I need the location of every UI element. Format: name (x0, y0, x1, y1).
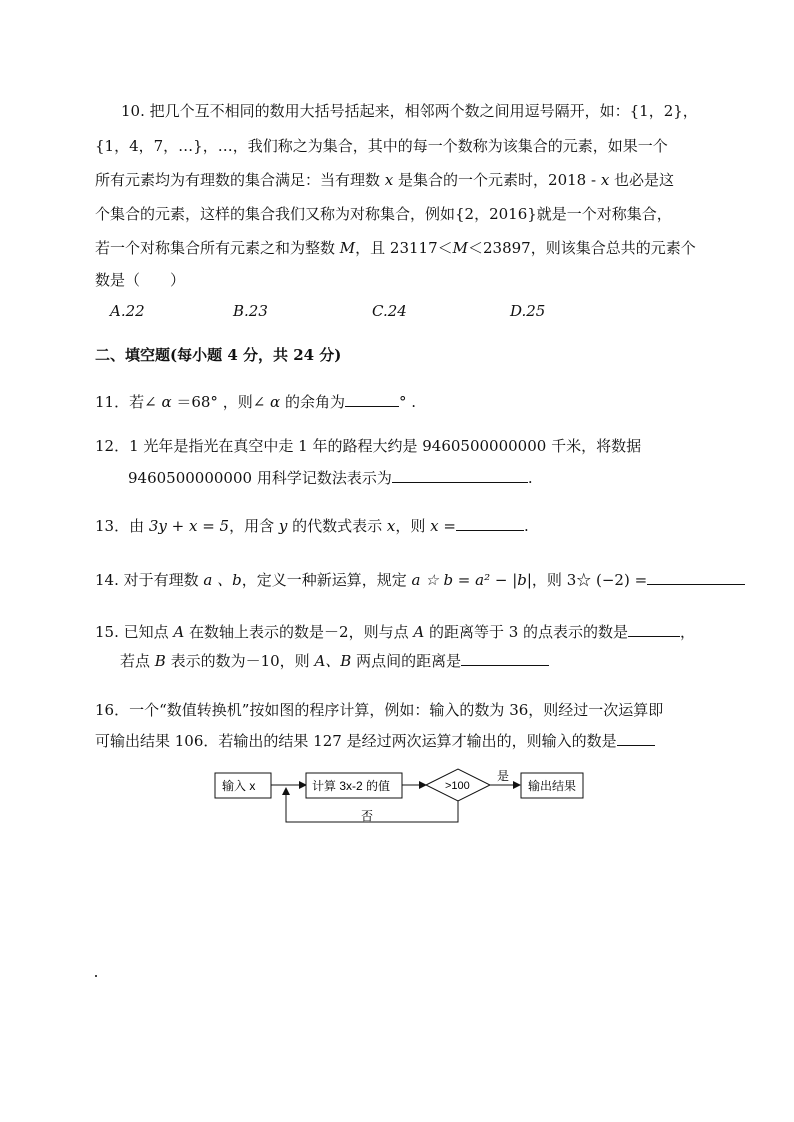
q10-option-b: B.23 (233, 302, 268, 320)
q10-text: 是集合的一个元素时，2018 - (393, 171, 601, 189)
q15-point-a: A (173, 623, 185, 641)
q13-line (95, 516, 529, 536)
q10-option-a: A.22 (110, 302, 145, 320)
flow-no-label: 否 (361, 809, 374, 823)
q15-text: 表示的数为－10，则 (165, 652, 315, 670)
q15-point-b: B (154, 652, 166, 670)
q14-line (95, 570, 745, 590)
flow-input-label: 输入 x (222, 779, 256, 793)
q11-line (95, 392, 416, 412)
q13-text: = (438, 517, 456, 535)
q10-text: 若一个对称集合所有元素之和为整数 (95, 239, 340, 257)
q13-text: 13．由 (95, 517, 149, 535)
q13-text: 的代数式表示 (287, 517, 387, 535)
q15-line-1 (95, 622, 695, 642)
q16-line-1: 16．一个“数值转换机”按如图的程序计算，例如：输入的数为 36，则经过一次运算即 (95, 701, 664, 719)
q15-text: 在数轴上表示的数是－2，则与点 (184, 623, 414, 641)
q10-var-x: x (600, 171, 610, 189)
q10-line-1: 10. 把几个互不相同的数用大括号括起来，相邻两个数之间用逗号隔开，如：{1，2}， (121, 102, 698, 120)
q15-text: 两点间的距离是 (351, 652, 462, 670)
q14-answer-blank[interactable] (647, 570, 745, 585)
q14-vars: a 、b (203, 571, 242, 589)
q15-text: 的距离等于 3 的点表示的数是 (424, 623, 629, 641)
q14-rule: a ☆ b = a² − |b| (411, 571, 532, 589)
q16-line-2 (95, 731, 655, 751)
q12-line-2 (128, 468, 533, 488)
q10-line-6: 数是（ ） (95, 271, 186, 289)
q15-answer-blank-2[interactable] (461, 651, 549, 666)
q13-text: ，用含 (229, 517, 279, 535)
q16-text: 可输出结果 106．若输出的结果 127 是经过两次运算才输出的，则输入的数是 (95, 732, 617, 750)
q15-point-a: A (413, 623, 425, 641)
q10-option-c: C.24 (372, 302, 407, 320)
q11-text: ° . (398, 393, 417, 411)
q15-answer-blank-1[interactable] (628, 622, 680, 637)
q16-answer-blank[interactable] (617, 731, 655, 746)
q12-text: 9460500000000 用科学记数法表示为 (128, 469, 392, 487)
q11-text: 的余角为 (280, 393, 345, 411)
q11-alpha: α (161, 393, 172, 411)
q10-line-4: 个集合的元素，这样的集合我们又称为对称集合，例如{2，2016}就是一个对称集合， (95, 205, 672, 223)
q13-text: . (523, 517, 529, 535)
q13-answer-blank[interactable] (456, 516, 524, 531)
section-title: 二、填空题(每小题 4 分，共 24 分) (95, 346, 342, 364)
q12-answer-blank[interactable] (392, 468, 528, 483)
q15-text: ， (680, 623, 696, 641)
stray-dot (95, 975, 97, 977)
q10-line-3 (95, 170, 674, 190)
q13-equation: 3y + x = 5 (148, 517, 230, 535)
q10-option-d: D.25 (510, 302, 546, 320)
q13-var-y: y (278, 517, 288, 535)
q14-text: ，定义一种新运算，规定 (241, 571, 412, 589)
q15-line-2 (120, 651, 549, 671)
q12-text: . (527, 469, 533, 487)
flow-compute-label: 计算 3x-2 的值 (312, 779, 391, 793)
flow-output-label: 输出结果 (528, 779, 577, 793)
q13-text: ，则 (395, 517, 431, 535)
q11-text: ＝68° ，则∠ (171, 393, 271, 411)
q14-text: ，则 3☆ (−2) = (531, 571, 648, 589)
flowchart-diagram (214, 765, 594, 825)
q10-var-m: M (339, 239, 356, 257)
q13-var-x: x (430, 517, 439, 535)
q15-points-ab: A、B (314, 652, 352, 670)
q10-line-5 (95, 238, 696, 258)
q10-text: 所有元素均为有理数的集合满足：当有理数 (95, 171, 385, 189)
q10-var-x: x (384, 171, 394, 189)
q11-answer-blank[interactable] (345, 392, 399, 407)
q13-var-x: x (386, 517, 396, 535)
q11-alpha: α (270, 393, 281, 411)
q10-text: ＜23897，则该集合总共的元素个 (468, 239, 696, 257)
q15-text: 15. 已知点 (95, 623, 174, 641)
q14-text: 14. 对于有理数 (95, 571, 204, 589)
q15-text: 若点 (120, 652, 155, 670)
flow-condition-label: >100 (445, 780, 470, 792)
q12-line-1: 12．1 光年是指光在真空中走 1 年的路程大约是 9460500000000 千米，将数据 (95, 437, 642, 455)
q10-line-2: {1，4，7，…}，…，我们称之为集合，其中的每一个数称为该集合的元素，如果一个 (95, 137, 668, 155)
q11-text: 11．若∠ (95, 393, 162, 411)
q10-text: ，且 23117＜ (355, 239, 453, 257)
q10-var-m: M (452, 239, 468, 257)
q10-text: 也必是这 (609, 171, 675, 189)
flow-yes-label: 是 (497, 769, 510, 783)
